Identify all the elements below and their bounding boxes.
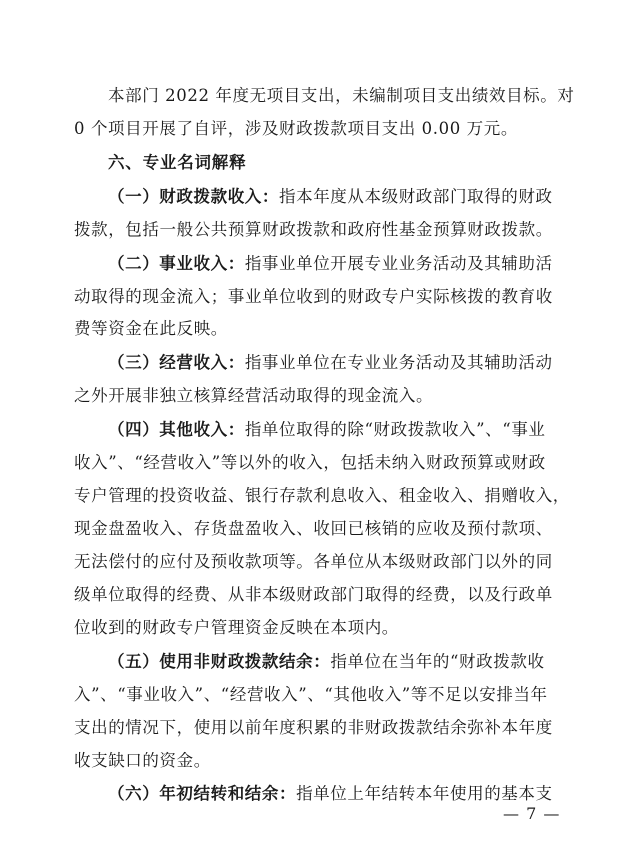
term-paragraph-4-line: 收入”、“经营收入”等以外的收入，包括未纳入财政预算或财政: [74, 453, 546, 472]
definition-text: 指事业单位开展专业业务活动及其辅助活: [244, 254, 553, 273]
intro-line-1: 本部门 2022 年度无项目支出，未编制项目支出绩效目标。对: [108, 86, 575, 105]
term-paragraph-5-first-line: [108, 652, 635, 674]
term-paragraph-6-first-line: [108, 784, 635, 806]
term-label: （六）年初结转和结余：: [108, 784, 297, 803]
term-label: （一）财政拨款收入：: [108, 187, 279, 206]
term-paragraph-4-line: 无法偿付的应付及预收款项等。各单位从本级财政部门以外的同: [74, 552, 553, 571]
term-label: （五）使用非财政拨款结余：: [108, 652, 331, 671]
term-paragraph-2-line: 费等资金在此反映。: [74, 319, 228, 338]
page-number: — 7 —: [503, 804, 561, 823]
term-paragraph-1-line: 拨款，包括一般公共预算财政拨款和政府性基金预算财政拨款。: [74, 220, 553, 239]
term-paragraph-5-line: 收支缺口的资金。: [74, 751, 211, 770]
term-label: （四）其他收入：: [108, 420, 245, 439]
term-paragraph-4-line: 级单位取得的经费、从非本级财政部门取得的经费，以及行政单: [74, 585, 553, 604]
intro-line-2: 0 个项目开展了自评，涉及财政拨款项目支出 0.00 万元。: [74, 119, 518, 138]
definition-text: 指单位取得的除“财政拨款收入”、“事业: [244, 420, 546, 439]
section-heading: 六、专业名词解释: [108, 153, 247, 172]
definition-text: 指本年度从本级财政部门取得的财政: [279, 187, 553, 206]
term-label: （二）事业收入：: [108, 254, 245, 273]
term-paragraph-3-line: 之外开展非独立核算经营活动取得的现金流入。: [74, 386, 434, 405]
term-paragraph-5-line: 入”、“事业收入”、“经营收入”、“其他收入”等不足以安排当年: [74, 685, 548, 704]
term-paragraph-3-first-line: [108, 353, 635, 375]
definition-text: 指单位在当年的“财政拨款收: [330, 652, 545, 671]
term-paragraph-4-line: 位收到的财政专户管理资金反映在本项内。: [74, 618, 399, 637]
definition-text: 指事业单位在专业业务活动及其辅助活动: [244, 353, 553, 372]
term-paragraph-2-first-line: [108, 254, 635, 276]
term-paragraph-4-line: 现金盘盈收入、存货盘盈收入、收回已核销的应收及预付款项、: [74, 519, 553, 538]
term-paragraph-4-first-line: [108, 420, 635, 442]
term-paragraph-1-first-line: [108, 187, 635, 209]
term-paragraph-4-line: 专户管理的投资收益、银行存款利息收入、租金收入、捐赠收入，: [74, 486, 570, 505]
term-label: （三）经营收入：: [108, 353, 245, 372]
term-paragraph-2-line: 动取得的现金流入；事业单位收到的财政专户实际核拨的教育收: [74, 287, 553, 306]
term-paragraph-5-line: 支出的情况下，使用以前年度积累的非财政拨款结余弥补本年度: [74, 718, 553, 737]
definition-text: 指单位上年结转本年使用的基本支: [296, 784, 553, 803]
